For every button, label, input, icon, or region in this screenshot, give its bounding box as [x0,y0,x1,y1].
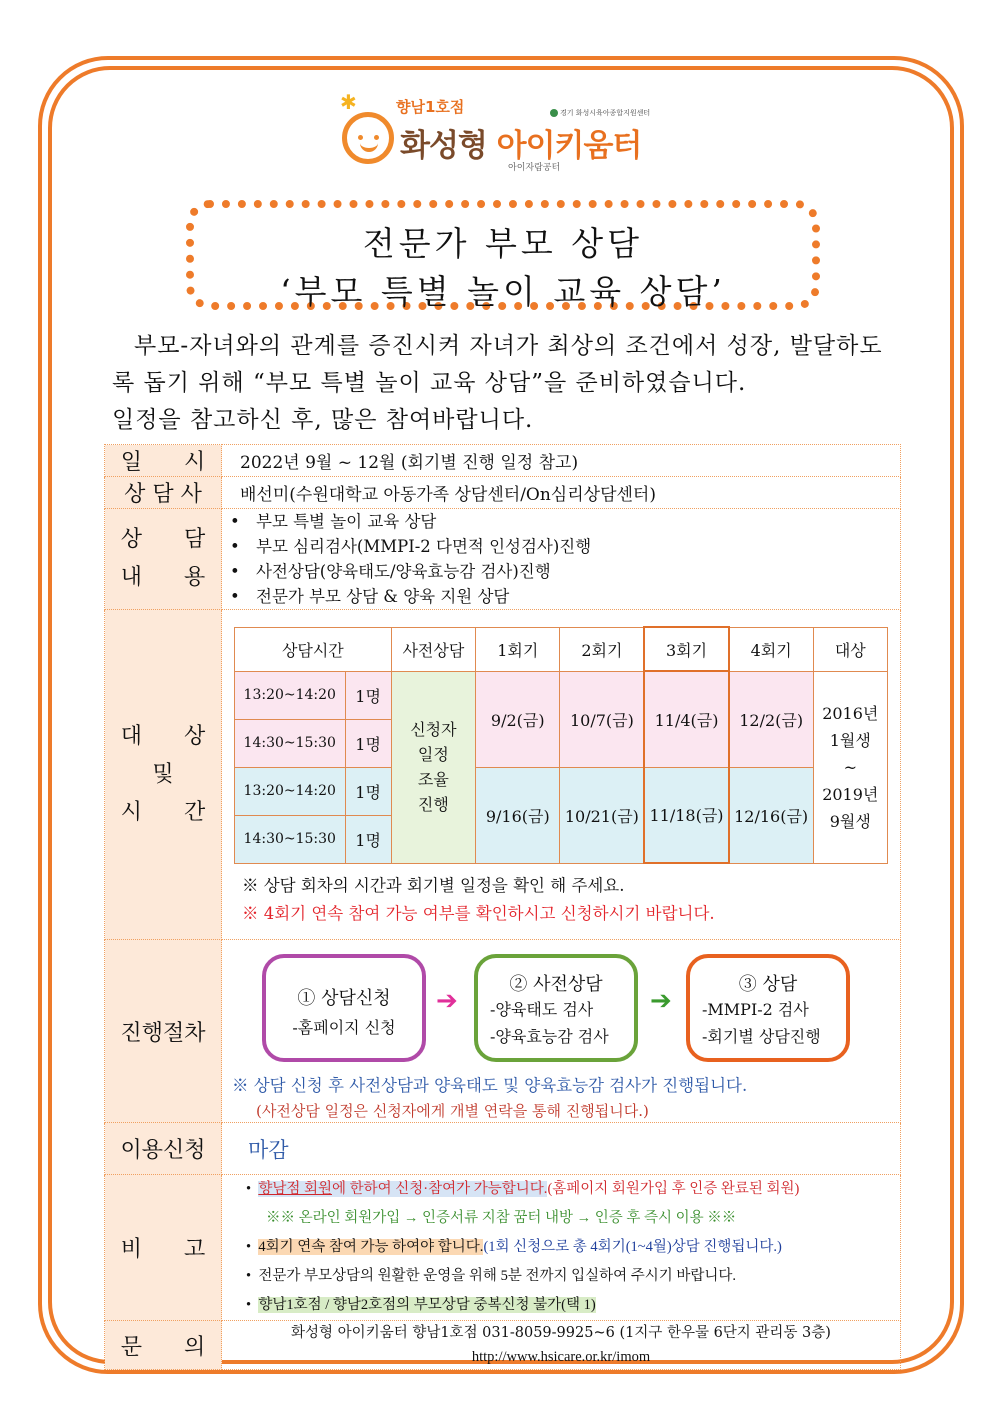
date-value: 2022년 9월 ~ 12월 (회기별 진행 일정 참고) [222,445,901,477]
apply-label: 이용신청 [105,1123,222,1175]
step-counsel: ③ 상담 -MMPI-2 검사 -회기별 상담진행 [686,954,850,1062]
time-slot: 13:20~14:20 [235,767,346,815]
contact-cell [222,1321,901,1370]
schedule-cell [222,610,901,940]
slot-count: 1명 [345,671,391,719]
arrow-right-icon: ➔ [436,986,458,1016]
content-item: • 부모 특별 놀이 교육 상담 [230,509,900,534]
header-session-1: 1회기 [476,627,560,671]
session-date: 11/4(금) [644,671,728,767]
date-label: 일 시 [105,445,222,477]
remark-label: 비 고 [105,1175,222,1321]
remark-item: ※※ 온라인 회원가입 → 인증서류 지참 꿈터 내방 → 인증 후 즉시 이용 ※※ [266,1210,737,1226]
time-slot: 14:30~15:30 [235,719,346,767]
session-date: 11/18(금) [644,767,728,863]
counselor-value: 배선미(수원대학교 아동가족 상담센터/On심리상담센터) [222,477,901,509]
process-label: 진행절차 [105,940,222,1123]
process-subnote: (사전상담 일정은 신청자에게 개별 연락을 통해 진행됩니다.) [256,1102,649,1120]
remark-item: • 4회기 연속 참여 가능 하여야 합니다.(1회 신청으로 총 4회기(1~4월)상담 진행됩니다.) [246,1239,782,1255]
intro-line: 부모-자녀와의 관계를 증진시켜 자녀가 최상의 조건에서 성장, 발달하도 [134,333,883,359]
header-session-4: 4회기 [729,627,813,671]
header-pre: 사전상담 [391,627,475,671]
content-cell [222,509,901,610]
time-slot: 13:20~14:20 [235,671,346,719]
process-note: ※ 상담 신청 후 사전상담과 양육태도 및 양육효능감 검사가 진행됩니다. [232,1076,748,1095]
org-mark-icon [550,109,558,117]
process-cell [222,940,901,1123]
session-date: 9/2(금) [476,671,560,767]
schedule-note: ※ 상담 회차의 시간과 회기별 일정을 확인 해 주세요. [242,876,625,895]
header-time: 상담시간 [235,627,392,671]
session-date: 9/16(금) [476,767,560,863]
process-flow [222,940,900,1122]
session-date: 10/7(금) [560,671,644,767]
info-table [104,444,901,1370]
target-label: 대 상 및 시 간 [105,610,222,940]
step-pre-counsel: ② 사전상담 -양육태도 검사 -양육효능감 검사 [474,954,638,1062]
intro-text [112,328,902,439]
content-item: • 전문가 부모 상담 & 양육 지원 상담 [230,584,900,609]
smiley-face-icon [342,112,394,164]
header-session-3: 3회기 [644,627,728,671]
remark-item: • 향남점 회원에 한하여 신청·참여가 가능합니다.(홈페이지 회원가입 후 인증 완료된 회원) [246,1181,800,1197]
content-label: 상 담 내 용 [105,509,222,610]
time-slot: 14:30~15:30 [235,815,346,863]
logo-title: 화성형 아이키움터 [400,128,642,164]
header-target: 대상 [813,627,887,671]
intro-line: 록 돕기 위해 “부모 특별 놀이 교육 상담”을 준비하였습니다. [112,370,747,396]
title-line-1: 전문가 부모 상담 [362,224,644,263]
step-apply: ① 상담신청 -홈페이지 신청 [262,954,426,1062]
contact-label: 문 의 [105,1321,222,1370]
slot-count: 1명 [345,767,391,815]
logo-org: 경기 화성시육아종합지원센터 [550,108,650,118]
content-list [222,509,900,609]
logo [340,90,660,174]
session-date: 10/21(금) [560,767,644,863]
session-date: 12/16(금) [729,767,813,863]
slot-count: 1명 [345,719,391,767]
logo-tagline: 아이자람공터 [508,163,561,173]
remark-cell [222,1175,901,1321]
apply-status: 마감 [222,1123,901,1175]
content-item: • 부모 심리검사(MMPI-2 다면적 인성검사)진행 [230,534,900,559]
counselor-label: 상 담 사 [105,477,222,509]
content-item: • 사전상담(양육태도/양육효능감 검사)진행 [230,559,900,584]
sparkle-icon: ✱ [340,90,357,114]
contact-url[interactable]: http://www.hsicare.or.kr/imom [471,1349,651,1365]
contact-info: 화성형 아이키움터 향남1호점 031-8059-9925~6 (1지구 한우물 6단지 관리동 3층) [291,1325,831,1341]
session-date: 12/2(금) [729,671,813,767]
schedule-table [234,626,888,864]
remark-item: • 전문가 부모상담의 원활한 운영을 위해 5분 전까지 입실하여 주시기 바랍니다. [246,1268,737,1284]
pre-counsel-cell: 신청자 일정 조율 진행 [391,671,475,863]
title-box [186,200,820,310]
arrow-right-icon: ➔ [650,986,672,1016]
intro-line: 일정을 참고하신 후, 많은 참여바랍니다. [112,407,534,433]
target-age-cell: 2016년 1월생 ~ 2019년 9월생 [813,671,887,863]
schedule-warning: ※ 4회기 연속 참여 가능 여부를 확인하시고 신청하시기 바랍니다. [242,904,715,923]
header-session-2: 2회기 [560,627,644,671]
slot-count: 1명 [345,815,391,863]
title-line-2: ‘부모 특별 놀이 교육 상담’ [280,272,726,311]
logo-branch: 향남1호점 [396,98,465,116]
remark-item: • 향남1호점 / 향남2호점의 부모상담 중복신청 불가(택 1) [246,1297,596,1313]
